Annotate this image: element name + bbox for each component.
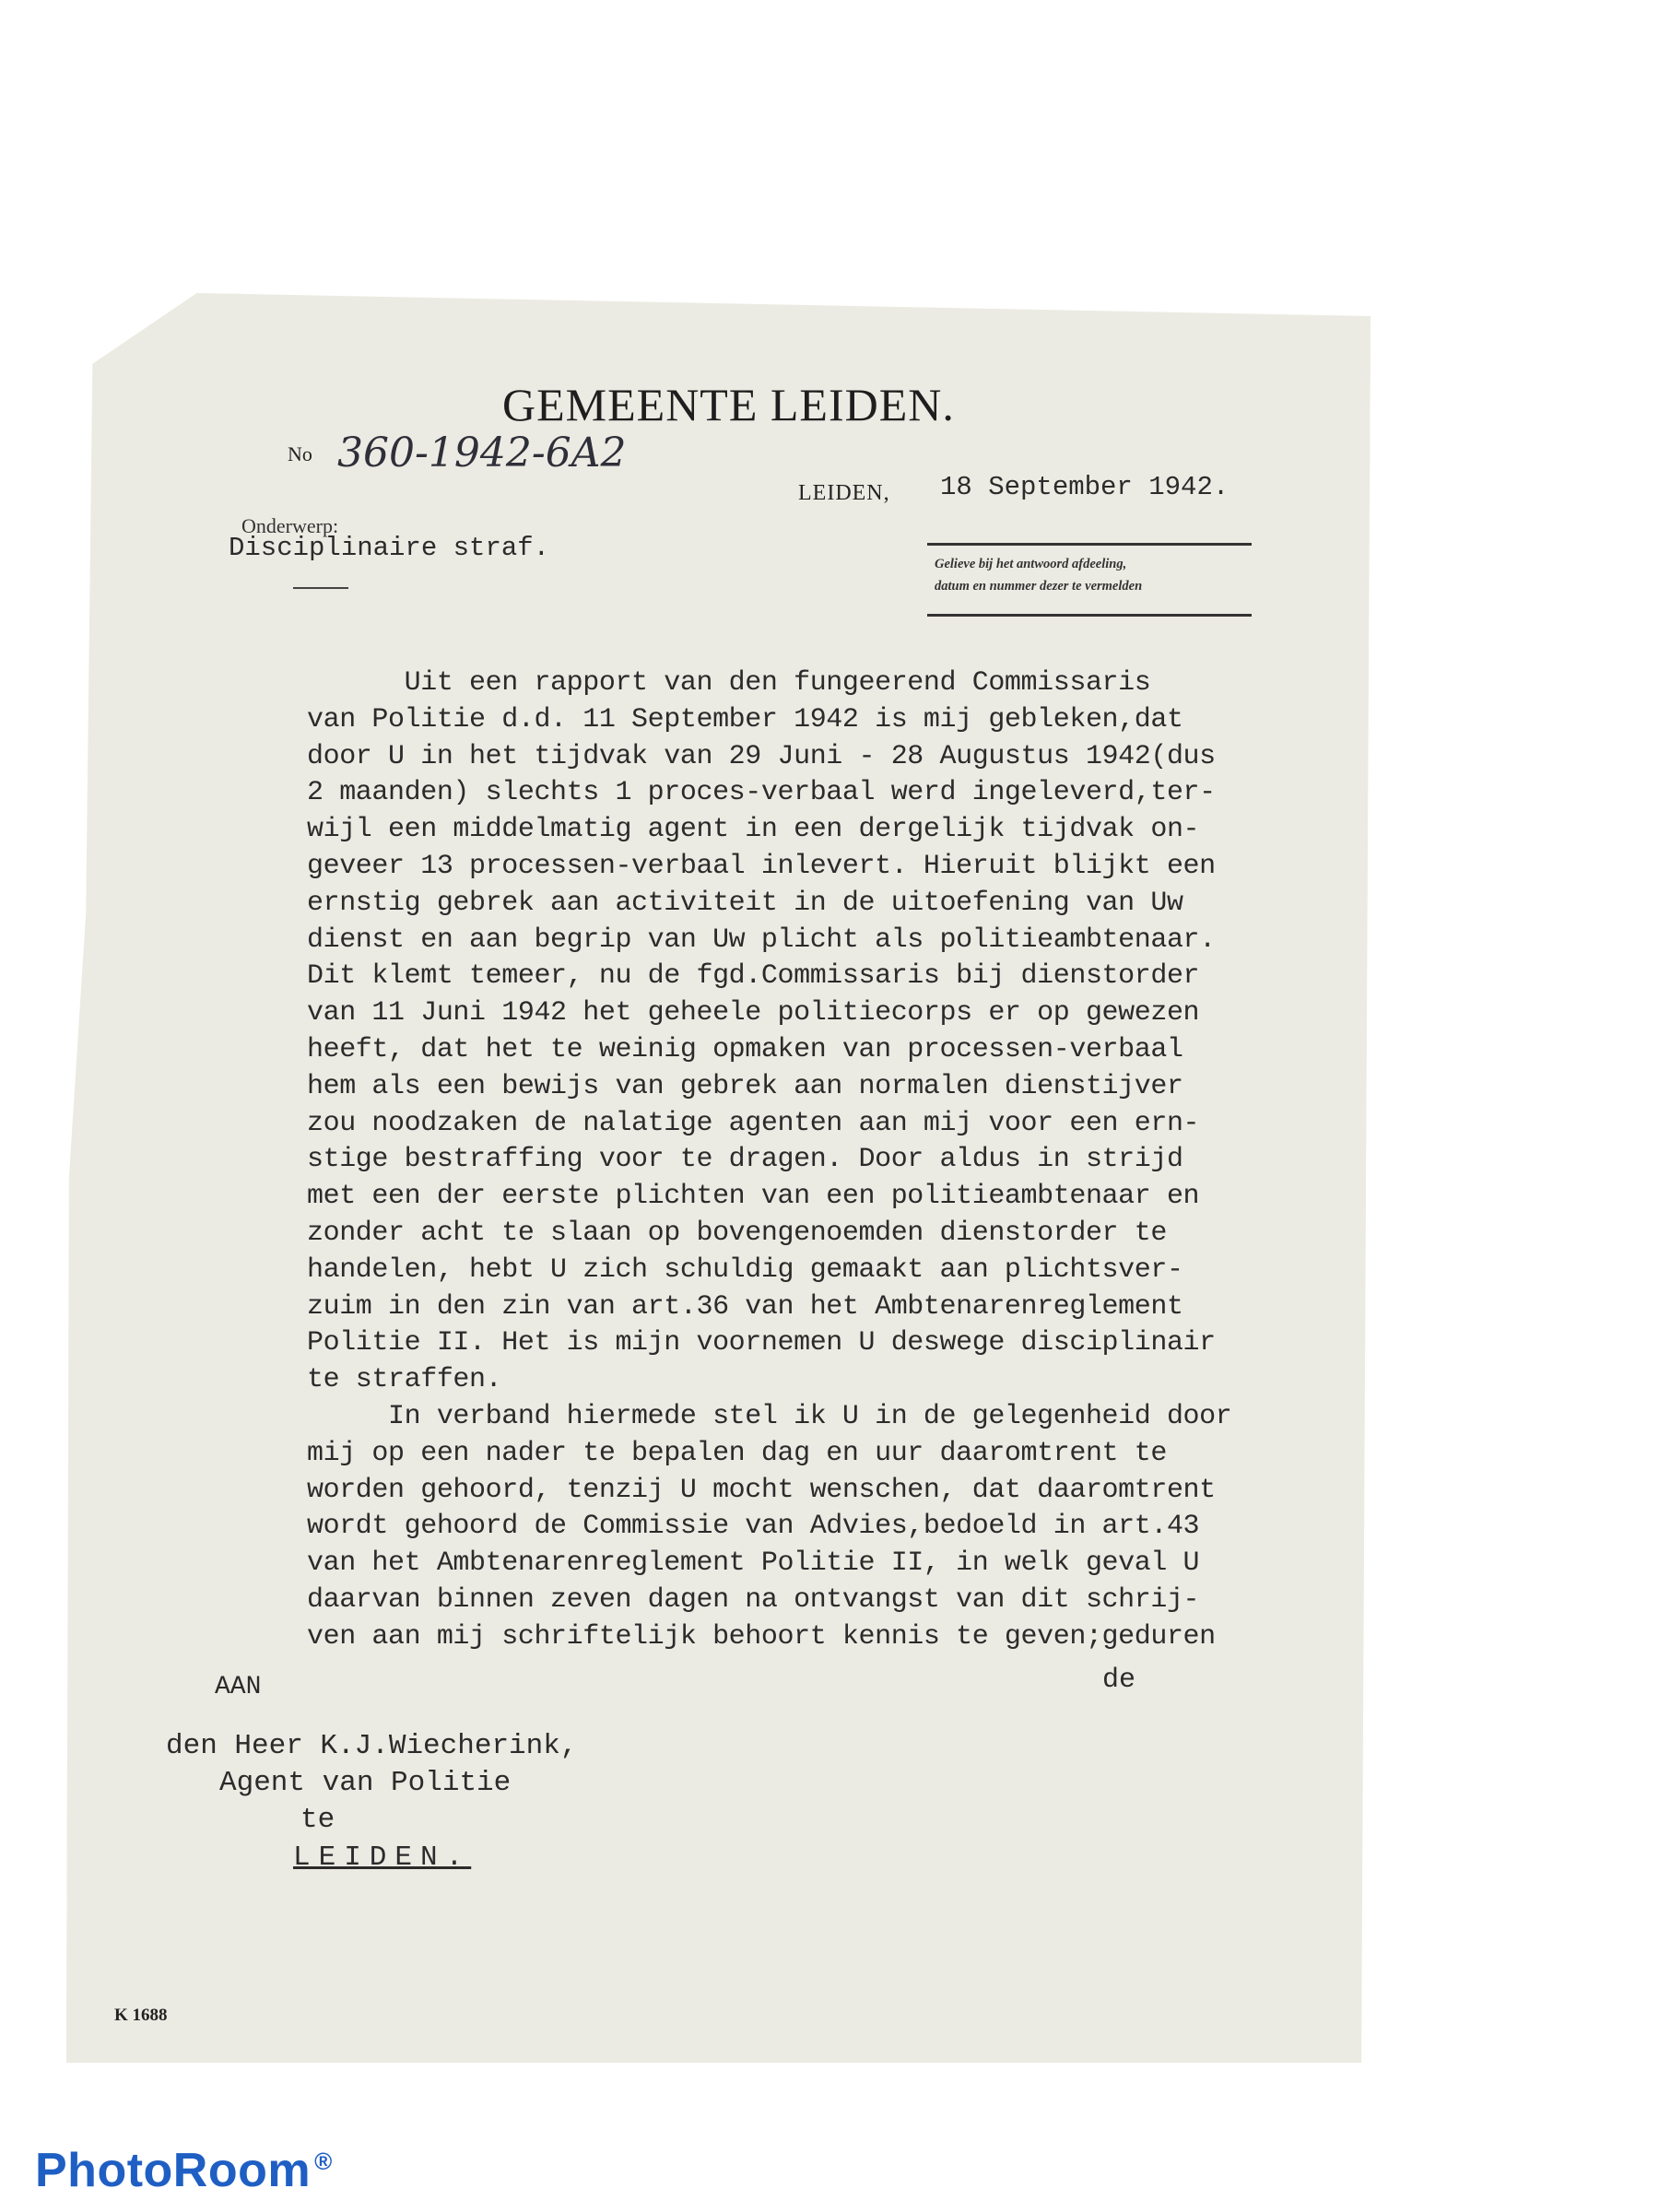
body-line: worden gehoord, tenzij U mocht wenschen, dat daaromtrent — [307, 1474, 1216, 1506]
body-line: stige bestraffing voor te dragen. Door aldus in strijd — [307, 1144, 1183, 1176]
letterhead-title: GEMEENTE LEIDEN. — [502, 379, 955, 430]
reference-number: 360-1942-6A2 — [337, 429, 627, 477]
reference-note-box — [927, 543, 1252, 617]
subject-label: Onderwerp: — [241, 514, 339, 537]
body-line: hem als een bewijs van gebrek aan normalen dienstijver — [307, 1070, 1183, 1102]
body-line: door U in het tijdvak van 29 Juni - 28 Augustus 1942(dus — [307, 740, 1216, 772]
form-code: K 1688 — [114, 2006, 168, 2025]
body-line: wijl een middelmatig agent in een dergelijk tijdvak on- — [307, 814, 1200, 846]
body-line: handelen, hebt U zich schuldig gemaakt aan plichtsver- — [307, 1253, 1183, 1286]
body-line: Dit klemt temeer, nu de fgd.Commissaris bij dienstorder — [307, 960, 1200, 993]
subject-divider — [293, 587, 348, 589]
body-line: van het Ambtenarenreglement Politie II, in welk geval U — [307, 1547, 1200, 1580]
body-line: ernstig gebrek aan activiteit in de uitoefening van Uw — [307, 887, 1183, 919]
body-line: Politie II. Het is mijn voornemen U deswege disciplinair — [307, 1327, 1216, 1359]
addressee-name: den Heer K.J.Wiecherink, — [166, 1730, 578, 1762]
place-label: LEIDEN, — [798, 481, 890, 505]
photoroom-watermark — [35, 2143, 333, 2198]
subject-value: Disciplinaire straf. — [229, 533, 550, 563]
body-line: zonder acht te slaan op bovengenoemden dienstorder te — [307, 1217, 1167, 1249]
body-line: van Politie d.d. 11 September 1942 is mij gebleken,dat — [307, 703, 1183, 735]
body-line: te straffen. — [307, 1364, 502, 1396]
body-line: 2 maanden) slechts 1 proces-verbaal werd ingeleverd,ter- — [307, 777, 1216, 809]
body-line: Uit een rapport van den fungeerend Commissaris — [307, 667, 1151, 699]
letter-date: 18 September 1942. — [940, 472, 1230, 502]
reference-note-line: datum en nummer dezer te vermelden — [935, 579, 1143, 594]
body-line: van 11 Juni 1942 het geheele politiecorps er op gewezen — [307, 997, 1200, 1030]
letter-body — [307, 665, 1231, 1656]
body-line: zuim in den zin van art.36 van het Ambtenarenreglement — [307, 1290, 1183, 1323]
number-label: No — [288, 442, 312, 465]
body-line: heeft, dat het te weinig opmaken van processen-verbaal — [307, 1033, 1183, 1065]
body-line: met een der eerste plichten van een politieambtenaar en — [307, 1181, 1200, 1213]
body-line: ven aan mij schriftelijk behoort kennis te geven;geduren — [307, 1620, 1216, 1653]
catchword: de — [1102, 1665, 1136, 1696]
body-line: mij op een nader te bepalen dag en uur daaromtrent te — [307, 1437, 1167, 1469]
body-line: daarvan binnen zeven dagen na ontvangst van dit schrij- — [307, 1583, 1200, 1616]
registered-mark: ® — [314, 2147, 333, 2175]
addressee-preposition: te — [300, 1804, 335, 1836]
body-line: zou noodzaken de nalatige agenten aan mij voor een ern- — [307, 1107, 1200, 1139]
watermark-brand: PhotoRoom — [35, 2144, 312, 2197]
body-line: In verband hiermede stel ik U in de gelegenheid door — [307, 1400, 1232, 1432]
body-line: geveer 13 processen-verbaal inlevert. Hieruit blijkt een — [307, 850, 1216, 882]
body-line: wordt gehoord de Commissie van Advies,bedoeld in art.43 — [307, 1511, 1200, 1543]
reference-note-line: Gelieve bij het antwoord afdeeling, — [935, 557, 1127, 571]
addressee-title: Agent van Politie — [219, 1767, 512, 1799]
body-line: dienst en aan begrip van Uw plicht als politieambtenaar. — [307, 924, 1216, 956]
addressee-label: AAN — [215, 1673, 262, 1701]
addressee-city: LEIDEN. — [293, 1841, 472, 1874]
